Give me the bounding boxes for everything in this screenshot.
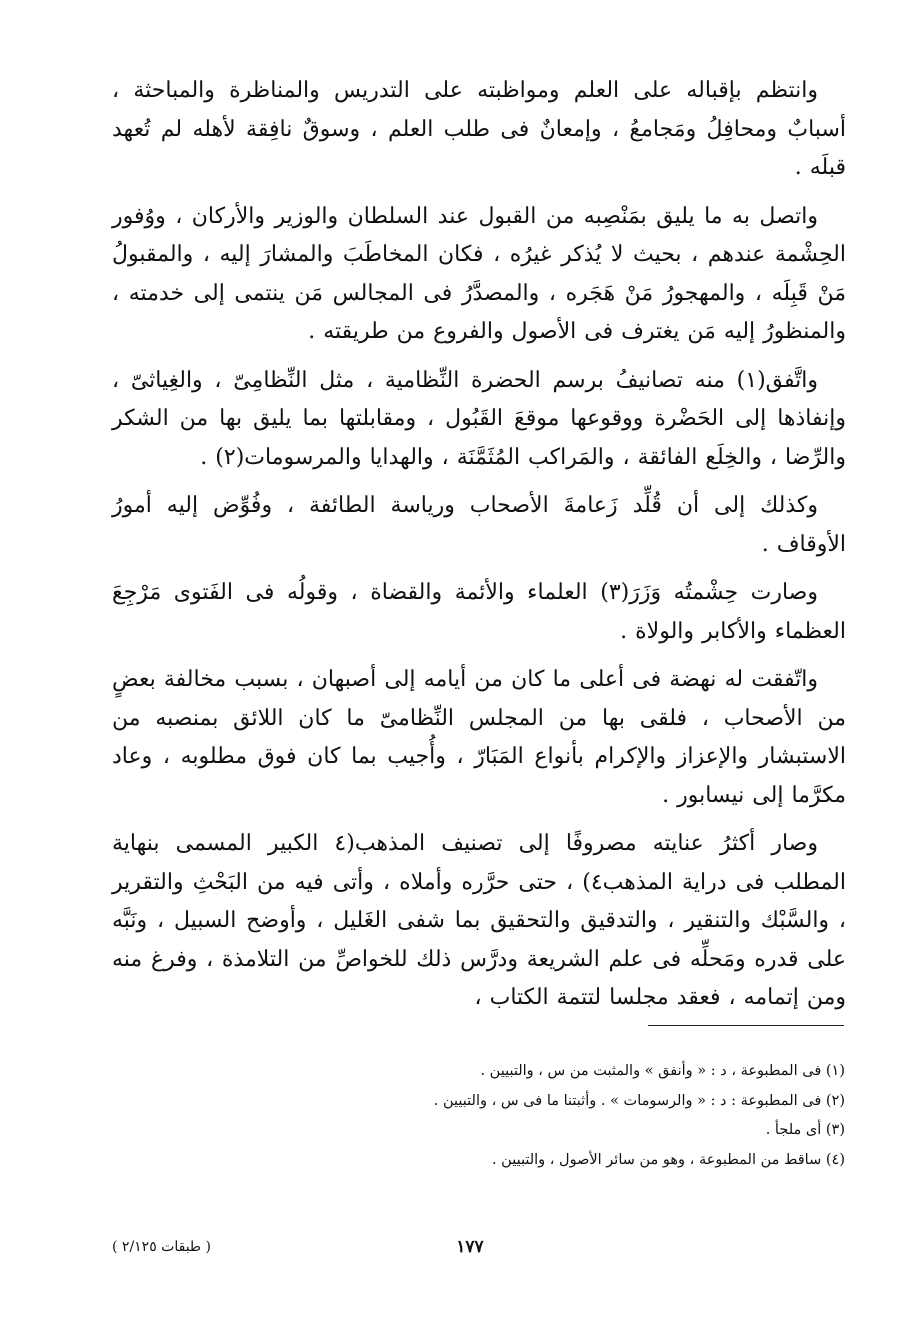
page-number: ١٧٧ <box>456 1237 484 1257</box>
signature-mark: ( طبقات ٢/١٢٥ ) <box>112 1239 211 1255</box>
paragraph-4: وكذلك إلى أن قُلِّد زَعامةَ الأصحاب ورياسة الطائفة ، وفُوِّض إليه أمورُ الأوقاف . <box>112 493 846 557</box>
paragraph-3: واتَّفق(١) منه تصانيفُ برسم الحضرة النِّظامية ، مثل النِّظامِىّ ، والغِياثىّ ، وإنفاذها إلى الحَضْرة ووقوعها موقعَ القَبُول ، ومقابلتها بما يليق بها من الشكر والرِّضا ، والخِلَع الفائقة ، والمَراكب المُثَمَّنَة ، والهدايا والمرسومات(٢) . <box>112 367 846 470</box>
footnotes <box>180 1057 845 1175</box>
footnote-3: (٣) أى ملجأ . <box>765 1122 845 1138</box>
paragraph-1: وانتظم بإقباله على العلم ومواظبته على التدريس والمناظرة والمباحثة ، أسبابٌ ومحافِلُ ومَجامعُ ، وإمعانٌ فى طلب العلم ، وسوقٌ نافِقة لأهله لم تُعهد قبلَه . <box>112 78 846 180</box>
footnote-divider <box>648 1025 844 1026</box>
paragraph-5: وصارت حِشْمتُه وَزَرَ(٣) العلماء والأئمة والقضاة ، وقولُه فى الفَتوى مَرْجِعَ العظماء والأكابر والولاة . <box>112 580 846 644</box>
paragraph-7: وصار أكثرُ عنايته مصروفًا إلى تصنيف المذهب(٤ الكبير المسمى بنهاية المطلب فى دراية المذهب٤) ، حتى حرَّره وأملاه ، وأتى فيه من البَحْثِ والتقرير ، والسَّبْك والتنقير ، والتدقيق والتحقيق بما شفى الغَليل ، وأوضح السبيل ، ونَبَّه على قدره ومَحلِّه فى علم الشريعة ودرَّس ذلك للخواصِّ من التلامذة ، وفرغ منه ومن إتمامه ، فعقد مجلسا لتتمة الكتاب ، <box>112 831 846 1010</box>
paragraph-2: واتصل به ما يليق بمَنْصِبه من القبول عند السلطان والوزير والأركان ، ووُفور الحِشْمة عندهم ، بحيث لا يُذكر غيرُه ، فكان المخاطَبَ والمشارَ إليه ، والمقبولُ مَنْ قَبِلَه ، والمهجورُ مَنْ هَجَره ، والمصدَّرُ فى المجالس مَن ينتمى إلى خدمته ، والمنظورُ إليه مَن يغترف فى الأصول والفروع من طريقته . <box>112 203 846 344</box>
footnote-4: (٤) ساقط من المطبوعة ، وهو من سائر الأصول ، والتبيين . <box>491 1151 845 1168</box>
footnote-2: (٢) فى المطبوعة : د : « والرسومات » . وأثبتنا ما فى س ، والتبيين . <box>433 1092 845 1109</box>
main-text <box>112 72 846 1028</box>
footnote-1: (١) فى المطبوعة ، د : « وأنفق » والمثبت من س ، والتبيين . <box>480 1063 845 1079</box>
paragraph-6: واتّفقت له نهضة فى أعلى ما كان من أيامه إلى أصبهان ، بسبب مخالفة بعضٍ من الأصحاب ، فلقى بها من المجلس النِّظامىّ ما كان اللائق بمنصبه من الاستبشار والإعزاز والإكرام بأنواع المَبَارّ ، وأُجيب بما كان فوق مطلوبه ، وعاد مكرَّما إلى نيسابور . <box>112 667 846 808</box>
